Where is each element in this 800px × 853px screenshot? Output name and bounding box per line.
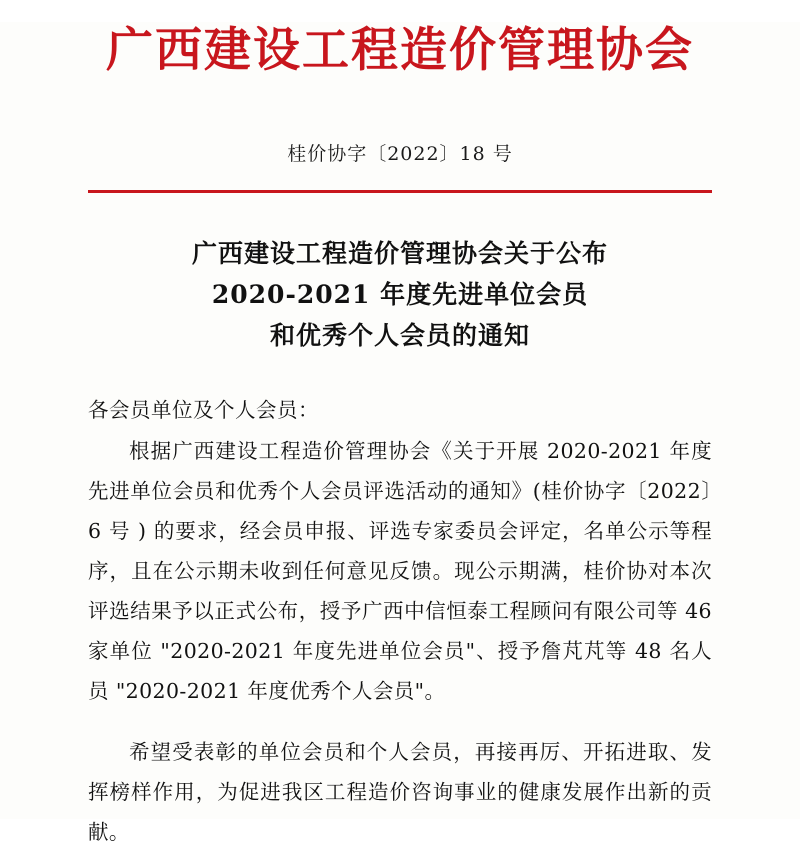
document-body [88, 391, 712, 853]
document-number: 桂价协字〔2022〕18 号 [287, 142, 513, 165]
body-paragraph-1: 根据广西建设工程造价管理协会《关于开展 2020-2021 年度先进单位会员和优秀个人会员评选活动的通知》(桂价协字〔2022〕6 号 ) 的要求，经会员申报、评选专家委员会评定，名单公示等程序，且在公示期未收到任何意见反馈。现公示期满，桂价协对本次评选结果予以正式公布，授予广西中信恒泰工程顾问有限公司等 46 家单位 "2020-2021 年度先进单位会员"、授予詹芃芃等 48 名人员 "2020-2021 年度优秀个人会员"。 [88, 439, 712, 704]
red-divider-rule [88, 190, 712, 193]
document-title [88, 233, 712, 357]
document-title-line-1: 广西建设工程造价管理协会关于公布 [191, 238, 608, 268]
document-title-line-2: 2020-2021 年度先进单位会员 [211, 280, 589, 309]
document-title-line-3: 和优秀个人会员的通知 [269, 321, 530, 351]
salutation: 各会员单位及个人会员： [88, 397, 319, 422]
organization-title: 广西建设工程造价管理协会 [106, 23, 694, 78]
body-paragraph-2: 希望受表彰的单位会员和个人会员，再接再厉、开拓进取、发挥榜样作用，为促进我区工程造价咨询事业的健康发展作出新的贡献。 [88, 739, 712, 844]
document-page [0, 22, 800, 844]
